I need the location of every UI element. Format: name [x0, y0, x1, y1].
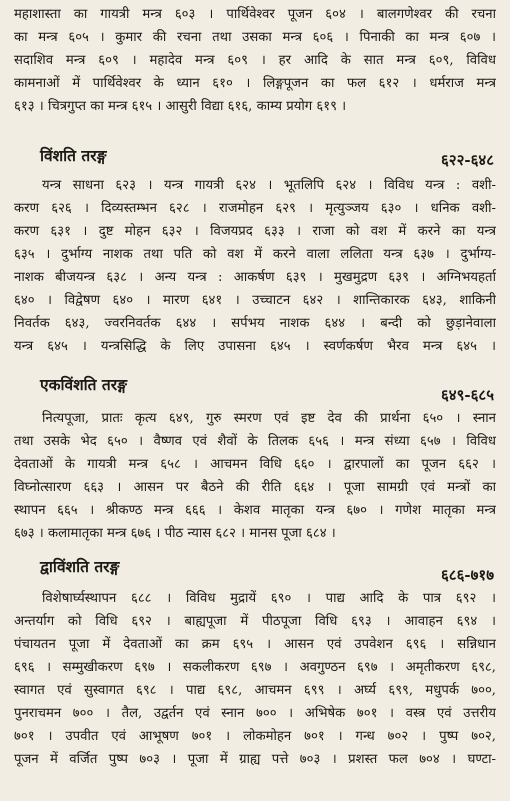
text-line: देवताओं के गायत्री मन्त्र ६५८ । आचमन विधि ६६० । द्वारपालों का पूजन ६६२ । — [14, 457, 496, 472]
text-line: पूजन में वर्जित पुष्प ७०३ । पूजा में ग्राह्य पत्ते ७०३ । प्रशस्त फल ७०४ । घण्टा- — [14, 752, 496, 767]
page-range: ६४९-६८५ — [440, 386, 494, 404]
section-heading: विंशति तरङ्ग — [40, 146, 107, 165]
text-line: स्थापन ६६५ । श्रीकण्ठ मन्त्र ६६६ । केशव मातृका यन्त्र ६७० । गणेश मातृका मन्त्र — [14, 503, 496, 518]
text-line: ६४० । विद्वेषण ६४० । मारण ६४१ । उच्चाटन ६४२ । शान्तिकारक ६४३, शाकिनी — [14, 293, 496, 308]
text-line: पुनराचमन ७०० । तैल, उद्वर्तन एवं स्नान ७०० । अभिषेक ७०१ । वस्त्र एवं उत्तरीय — [14, 706, 496, 721]
text-line: तथा उसके भेद ६५० । वैष्णव एवं शैवों के तिलक ६५६ । मन्त्र संध्या ६५७ । विविध — [14, 434, 496, 449]
text-line: पंचायतन पूजा में देवताओं का क्रम ६९५ । आसन एवं उपवेशन ६९६ । सन्निधान — [14, 637, 496, 652]
page-range: ६२२-६४८ — [440, 151, 494, 169]
text-line: विशेषार्घ्यस्थापन ६८८ । विविध मुद्रायें ६९० । पाद्य आदि के पात्र ६९२ । — [42, 591, 496, 606]
text-line: का मन्त्र ६०५ । कुमार की रचना तथा उसका मन्त्र ६०६ । पिनाकी का मन्त्र ६०७ । — [14, 30, 496, 45]
text-line: स्वागत एवं सुस्वागत ६९८ । पाद्य ६९८, आचमन ६९९ । अर्घ्य ६९९, मधुपर्क ७००, — [14, 683, 496, 698]
text-line: निवर्तक ६४३, ज्वरनिवर्तक ६४४ । सर्पभय नाशक ६४४ । बन्दी को छुड़ानेवाला — [14, 316, 496, 331]
text-line: नित्यपूजा, प्रातः कृत्य ६४९, गुरु स्मरण एवं इष्ट देव की प्रार्थना ६५० । स्नान — [42, 411, 496, 426]
text-line: ६१३ । चित्रगुप्त का मन्त्र ६१५ । आसुरी विद्या ६१६, काम्य प्रयोग ६१९ । — [14, 99, 347, 114]
text-line: यन्त्र ६४५ । यन्त्रसिद्धि के लिए उपासना ६४५ । स्वर्णकर्षण भैरव मन्त्र ६४५ । — [14, 339, 496, 354]
page-range: ६८६-७१७ — [440, 566, 494, 584]
text-line: अन्तर्याग को विधि ६९२ । बाह्यपूजा में पीठपूजा विधि ६९३ । आवाहन ६९४ । — [14, 614, 496, 629]
section-heading: एकविंशति तरङ्ग — [40, 375, 127, 394]
text-line: ६३५ । दुर्भाग्य नाशक तथा पति को वश में करने वाला ललिता यन्त्र ६३७ । दुर्भाग्य- — [14, 247, 496, 262]
text-line: सदाशिव मन्त्र ६०९ । महादेव मन्त्र ६०९ । हर आदि के सात मन्त्र ६०९, विविध — [14, 53, 496, 68]
text-line: ६७३ । कलामातृका मन्त्र ६७६ । पीठ न्यास ६८२ । मानस पूजा ६८४ । — [14, 526, 336, 541]
text-line: विघ्नोत्सारण ६६३ । आसन पर बैठने की रीति ६६४ । पूजा सामग्री एवं मन्त्रों का — [14, 480, 496, 495]
text-line: नाशक बीजयन्त्र ६३८ । अन्य यन्त्र : आकर्षण ६३९ । मुखमुद्रण ६३९ । अग्निभयहर्ता — [14, 270, 496, 285]
text-line: ६९६ । सम्मुखीकरण ६९७ । सकलीकरण ६९७ । अवगुण्ठन ६९७ । अमृतीकरण ६९८, — [14, 660, 496, 675]
text-line: करण ६२६ । दिव्यस्तम्भन ६२८ । राजमोहन ६२९ । मृत्युञ्जय ६३० । धनिक वशी- — [14, 201, 496, 216]
text-line: महाशास्ता का गायत्री मन्त्र ६०३ । पार्थिवेश्वर पूजन ६०४ । बालगणेश्वर की रचना — [14, 7, 496, 22]
text-line: ७०१ । उपवीत एवं आभूषण ७०१ । लोकमोहन ७०१ । गन्ध ७०२ । पुष्प ७०२, — [14, 729, 496, 744]
text-line: करण ६३१ । दुष्ट मोहन ६३२ । विजयप्रद ६३३ । राजा को वश में करने का यन्त्र — [14, 224, 496, 239]
section-heading: द्वाविंशति तरङ्ग — [40, 557, 120, 576]
text-line: यन्त्र साधना ६२३ । यन्त्र गायत्री ६२४ । भूतलिपि ६२४ । विविध यन्त्र : वशी- — [42, 178, 496, 193]
text-line: कामनाओं में पार्थिवेश्वर के ध्यान ६१० । लिङ्गपूजन का फल ६१२ । धर्मराज मन्त्र — [14, 76, 496, 91]
